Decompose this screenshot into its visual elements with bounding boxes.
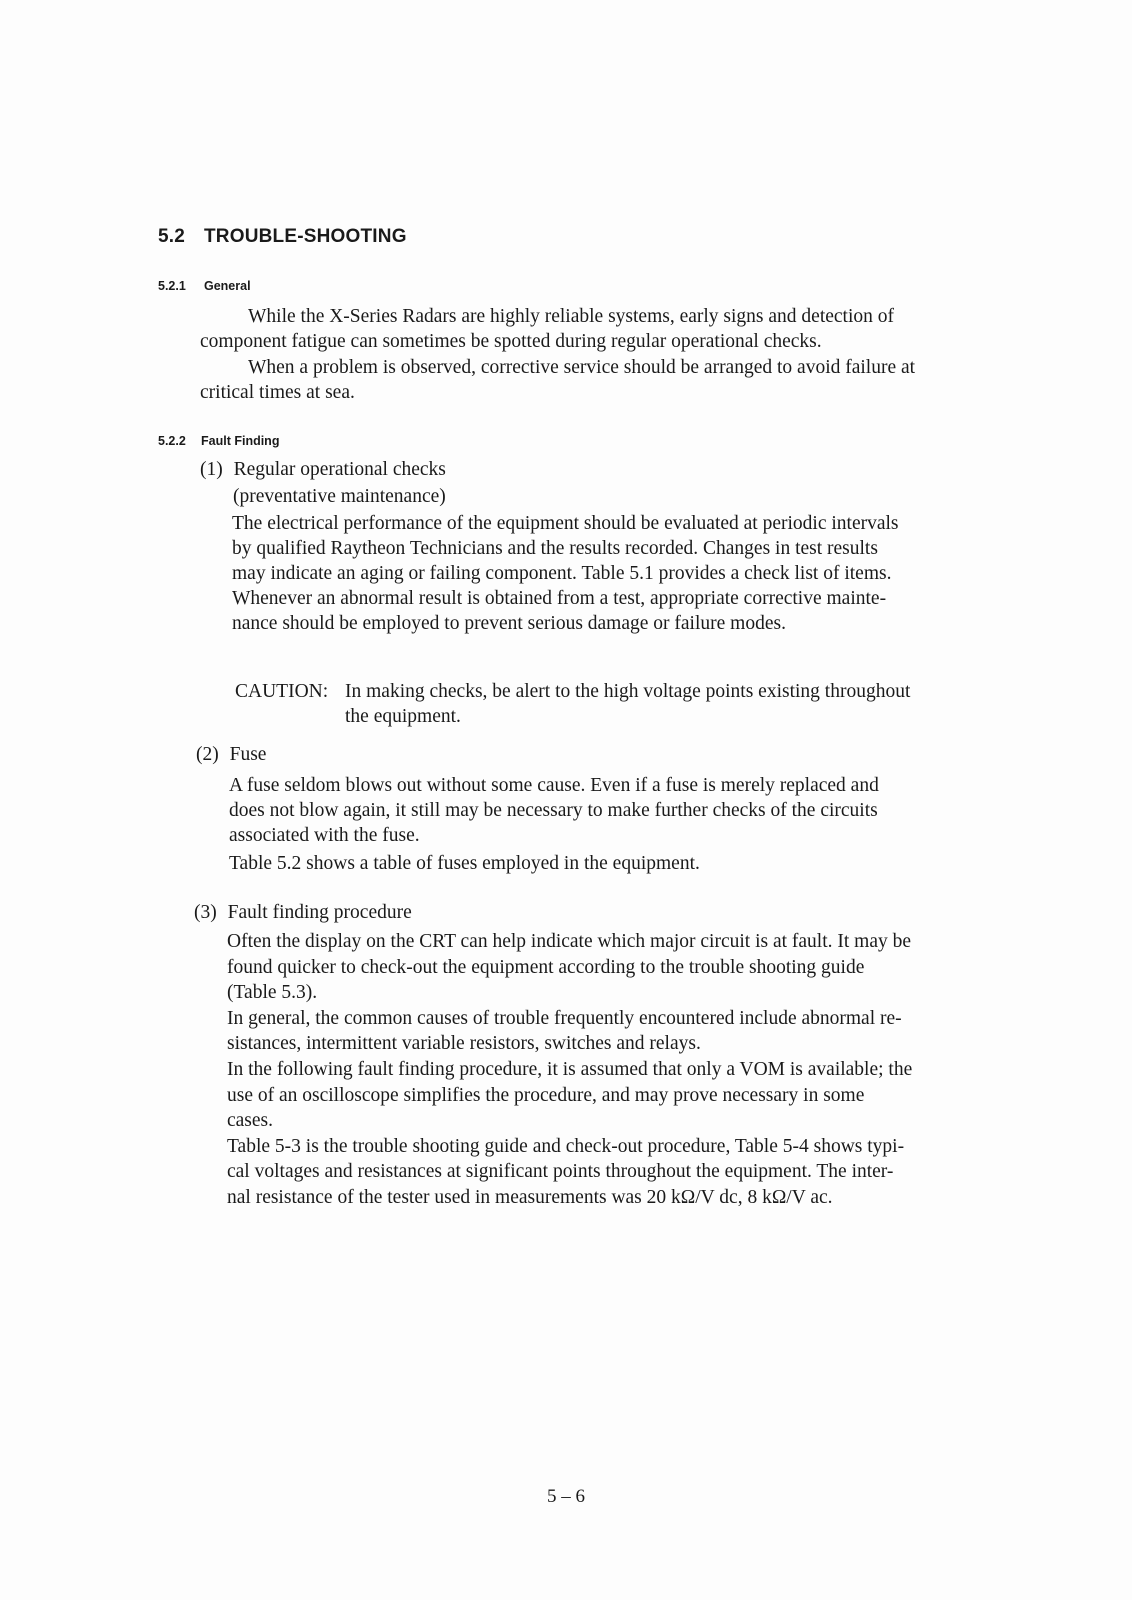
page-number: 5 – 6 xyxy=(547,1486,585,1507)
section-number: 5.2 xyxy=(158,226,186,247)
general-paragraph-2 xyxy=(200,355,1000,405)
item-label: (1) xyxy=(200,459,223,480)
text-line: Often the display on the CRT can help indicate which major circuit is at fault. It may be xyxy=(227,931,912,952)
text-line: nal resistance of the tester used in measurements was 20 kΩ/V dc, 8 kΩ/V ac. xyxy=(227,1186,833,1208)
caution-note xyxy=(235,679,1015,729)
text-line: may indicate an aging or failing component. Table 5.1 provides a check list of items. xyxy=(232,563,892,584)
caution-text-line: the equipment. xyxy=(345,706,461,727)
item-3-heading xyxy=(194,900,412,925)
item-1-body xyxy=(232,511,1002,636)
text-line: does not blow again, it still may be necessary to make further checks of the circuits xyxy=(229,800,878,821)
section-title: TROUBLE-SHOOTING xyxy=(204,226,407,247)
text-line: cases. xyxy=(227,1110,274,1132)
text-line: In the following fault finding procedure, it is assumed that only a VOM is available; the xyxy=(227,1058,913,1080)
item-3-body xyxy=(227,929,997,1211)
text-line: nance should be employed to prevent serious damage or failure modes. xyxy=(232,613,786,634)
text-line: use of an oscilloscope simplifies the procedure, and may prove necessary in some xyxy=(227,1084,865,1106)
text-line: A fuse seldom blows out without some cause. Even if a fuse is merely replaced and xyxy=(229,775,879,796)
item-1-subtitle: (preventative maintenance) xyxy=(233,486,446,507)
text-line: component fatigue can sometimes be spotted during regular operational checks. xyxy=(200,331,822,352)
subsection-title: Fault Finding xyxy=(201,434,280,448)
text-line: Table 5-3 is the trouble shooting guide and check-out procedure, Table 5-4 shows typi- xyxy=(227,1135,905,1157)
item-title: Fuse xyxy=(229,744,267,765)
text-line: (Table 5.3). xyxy=(227,982,318,1004)
subsection-heading-fault-finding xyxy=(158,434,279,448)
item-title: Fault finding procedure xyxy=(227,902,412,923)
caution-text-line: In making checks, be alert to the high voltage points existing throughout xyxy=(345,681,911,702)
subsection-number: 5.2.2 xyxy=(158,434,186,448)
text-line: by qualified Raytheon Technicians and the results recorded. Changes in test results xyxy=(232,538,878,559)
text-line: cal voltages and resistances at significant points throughout the equipment. The inter- xyxy=(227,1161,894,1183)
text-line: Whenever an abnormal result is obtained from a test, appropriate corrective mainte- xyxy=(232,588,887,609)
item-label: (3) xyxy=(194,902,217,923)
section-heading xyxy=(158,226,407,248)
item-label: (2) xyxy=(196,744,219,765)
text-line: associated with the fuse. xyxy=(229,825,420,846)
item-title: Regular operational checks xyxy=(233,459,446,480)
text-line: While the X-Series Radars are highly reliable systems, early signs and detection of xyxy=(248,306,895,327)
item-2-body xyxy=(229,773,999,876)
text-line: Table 5.2 shows a table of fuses employed in the equipment. xyxy=(229,853,700,874)
item-2-heading xyxy=(196,742,266,767)
text-line: In general, the common causes of trouble frequently encountered include abnormal re- xyxy=(227,1007,902,1029)
general-paragraph-1 xyxy=(200,304,1000,354)
text-line: When a problem is observed, corrective service should be arranged to avoid failure at xyxy=(248,357,916,378)
item-1-heading xyxy=(200,457,446,482)
subsection-number: 5.2.1 xyxy=(158,279,186,293)
subsection-title: General xyxy=(204,279,251,293)
text-line: The electrical performance of the equipment should be evaluated at periodic intervals xyxy=(232,513,899,534)
text-line: sistances, intermittent variable resistors, switches and relays. xyxy=(227,1033,701,1055)
text-line: critical times at sea. xyxy=(200,382,355,403)
text-line: found quicker to check-out the equipment according to the trouble shooting guide xyxy=(227,956,865,978)
caution-label: CAUTION: xyxy=(235,681,329,702)
subsection-heading-general xyxy=(158,279,251,293)
